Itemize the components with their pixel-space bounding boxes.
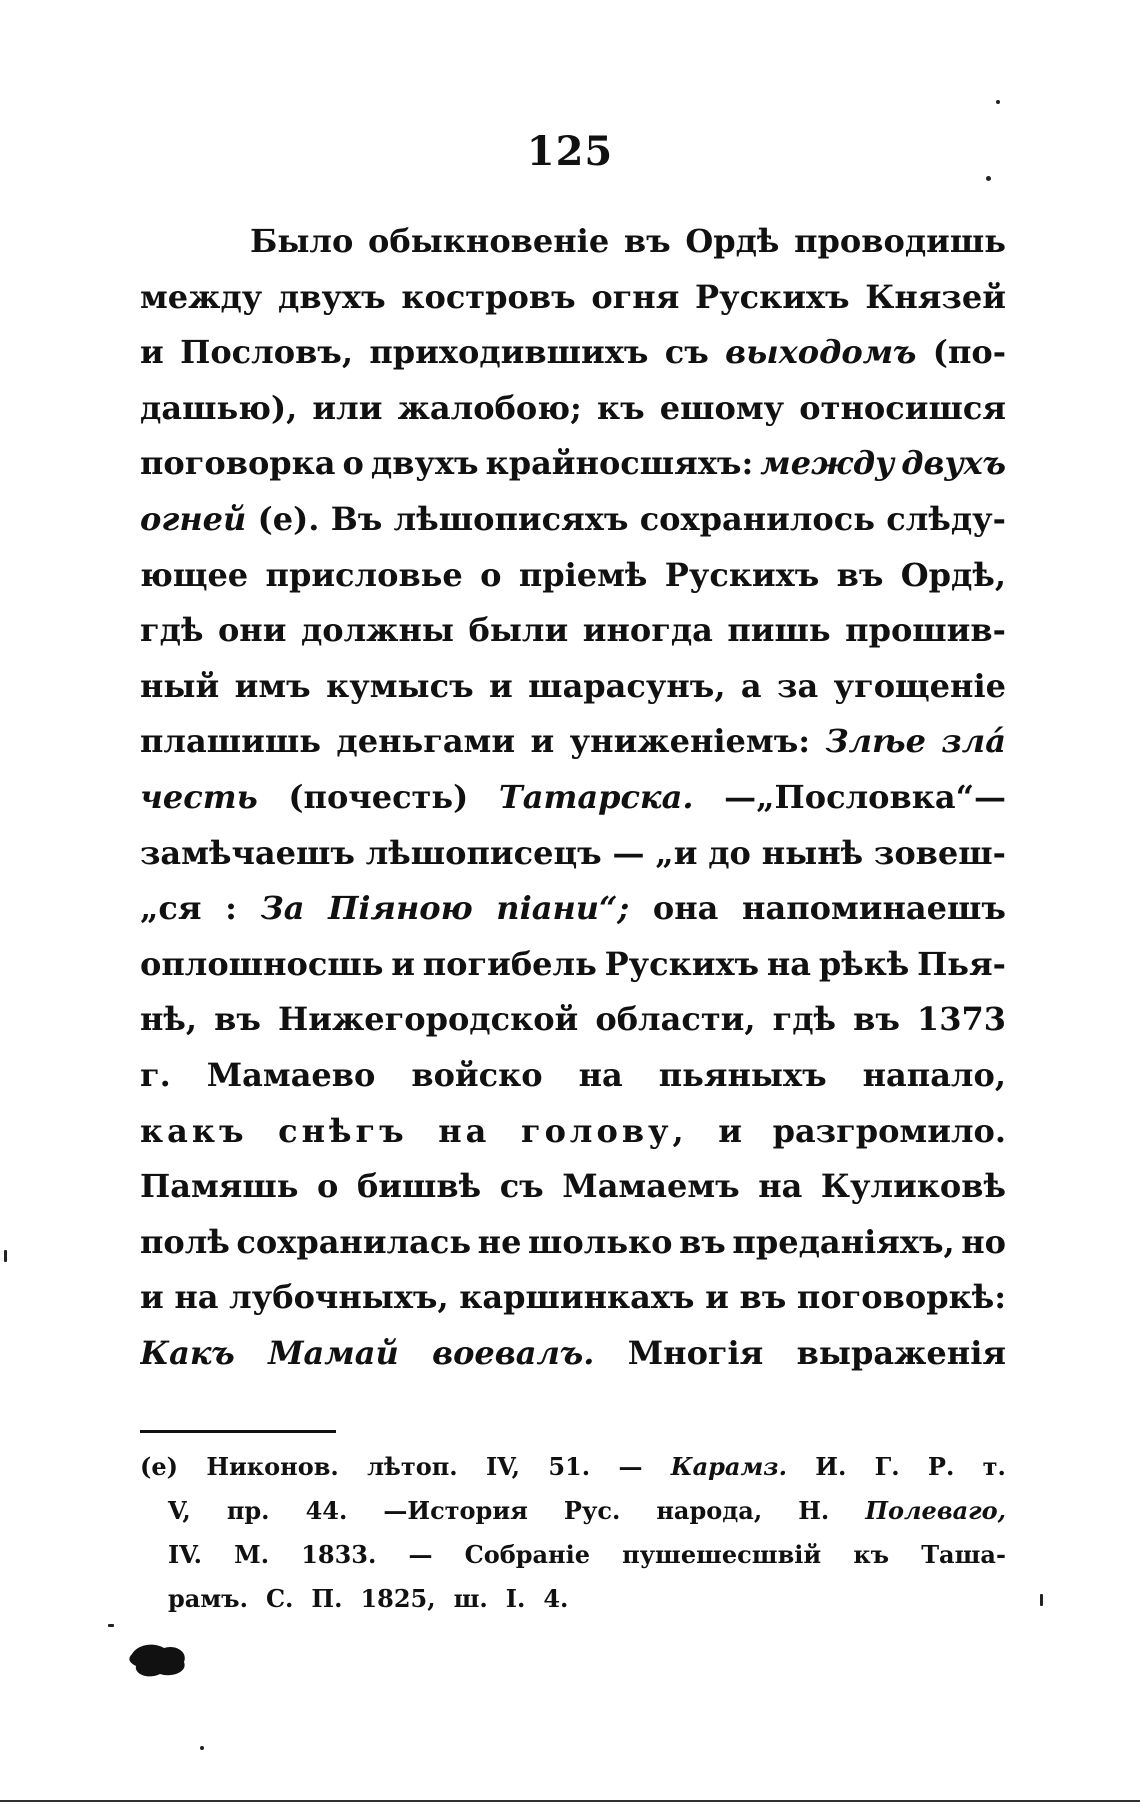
page-number: 125 — [526, 128, 614, 175]
word: она — [652, 889, 719, 928]
word: Таша- — [921, 1540, 1006, 1569]
word: голову, — [520, 1111, 688, 1150]
word: ш. — [453, 1584, 488, 1613]
word: плашишь — [140, 722, 321, 761]
word: они — [217, 611, 287, 650]
word: (почесть) — [288, 777, 469, 816]
word: — — [408, 1540, 433, 1569]
word: сохранилось — [639, 499, 875, 538]
word: деньгами — [336, 722, 516, 761]
word: поговорка — [140, 444, 336, 483]
word: за — [777, 666, 819, 705]
word: IV. — [168, 1540, 203, 1569]
word: къ — [853, 1540, 890, 1569]
word: на — [438, 1111, 491, 1150]
word: Рускихъ — [695, 277, 850, 316]
word: должны — [300, 611, 454, 650]
text-line — [140, 778, 1006, 834]
word: Нижегородской — [277, 1000, 579, 1039]
word: П. — [311, 1584, 343, 1613]
word: ешому — [659, 388, 785, 427]
text-line — [140, 889, 1006, 945]
italic-word: піани“; — [496, 889, 630, 928]
text-line — [140, 1334, 1006, 1390]
word: 4. — [543, 1584, 569, 1613]
word: прошив- — [845, 611, 1006, 650]
word: въ — [679, 1222, 726, 1261]
italic-word: Карамз. — [670, 1452, 787, 1481]
footnote-line — [140, 1584, 1006, 1628]
word: лѣшописяхъ — [393, 499, 629, 538]
word: полѣ — [140, 1222, 230, 1261]
word: или — [312, 388, 383, 427]
body-text — [140, 222, 1006, 1389]
footnote-line — [140, 1540, 1006, 1584]
word: —„Пословка“— — [724, 777, 1006, 816]
footnote-ref: (е). — [257, 499, 320, 538]
word: Памяшь — [140, 1167, 299, 1206]
word: не — [477, 1222, 522, 1261]
word: ющее — [140, 555, 249, 594]
text-line — [140, 1223, 1006, 1279]
italic-word: Піяною — [328, 889, 473, 928]
word: между — [140, 277, 263, 316]
word: Рус. — [563, 1496, 621, 1525]
word: въ — [214, 1000, 261, 1039]
word: области, — [595, 1000, 756, 1039]
word: IV, — [486, 1452, 521, 1481]
word: I. — [505, 1584, 526, 1613]
word: Рускихъ — [604, 944, 760, 983]
word: напало, — [862, 1055, 1006, 1094]
word: оплошносшь — [140, 944, 384, 983]
word: Г. — [874, 1452, 900, 1481]
word: Р. — [927, 1452, 955, 1481]
word: Собраніе — [464, 1540, 590, 1569]
word: съ — [664, 333, 709, 372]
italic-word: Злѣе — [825, 722, 926, 761]
word: М. — [234, 1540, 270, 1569]
word: : — [225, 889, 237, 928]
word: и — [140, 333, 164, 372]
word: каршинкахъ — [459, 1278, 695, 1317]
word: и — [705, 1278, 729, 1317]
word: нѣ, — [140, 1000, 198, 1039]
word: Куликовѣ — [820, 1167, 1006, 1206]
word: (по- — [932, 333, 1006, 372]
footnote-line — [140, 1452, 1006, 1496]
word: Мамаево — [206, 1055, 376, 1094]
word: 1825, — [360, 1584, 436, 1613]
word: обыкновеніе — [368, 222, 610, 260]
italic-word: За — [260, 889, 305, 928]
word: Ордѣ, — [900, 555, 1006, 594]
word: лѣтоп. — [367, 1452, 458, 1481]
word: на — [766, 944, 812, 983]
text-line — [140, 1278, 1006, 1334]
word: ный — [140, 666, 220, 705]
word: С. — [265, 1584, 294, 1613]
text-line — [140, 1167, 1006, 1223]
word: иногда — [582, 611, 713, 650]
footnotes — [140, 1452, 1006, 1628]
text-line — [140, 945, 1006, 1001]
word: народа, — [656, 1496, 763, 1525]
word: —История — [383, 1496, 528, 1525]
page-bottom-edge — [0, 1800, 1140, 1802]
word: на — [174, 1278, 219, 1317]
word: пишь — [727, 611, 831, 650]
italic-word: злá — [941, 722, 1006, 761]
word: крайносшяхъ: — [485, 444, 754, 483]
word: 51. — [548, 1452, 591, 1481]
word: относишся — [799, 388, 1006, 427]
word: Никонов. — [206, 1452, 339, 1481]
word: о — [317, 1167, 339, 1206]
paper-speck — [108, 1624, 114, 1627]
word: и — [391, 944, 415, 983]
word: 1373 — [916, 1000, 1006, 1039]
word: пр. — [226, 1496, 270, 1525]
word: въ — [853, 1000, 900, 1039]
word: преданіяхъ, — [732, 1222, 955, 1261]
word: Многія — [627, 1333, 764, 1372]
word: угощеніе — [833, 666, 1006, 705]
paper-speck — [200, 1746, 204, 1750]
word: дашью), — [140, 388, 298, 427]
word: пушешесшвій — [622, 1540, 822, 1569]
word: — — [612, 833, 645, 872]
word: нынѣ — [761, 833, 864, 872]
word: кумысъ — [326, 666, 474, 705]
word: г. — [140, 1055, 171, 1094]
word: а — [740, 666, 762, 705]
word: какъ — [140, 1111, 248, 1150]
word: къ — [596, 388, 645, 427]
word: шарасунъ, — [528, 666, 726, 705]
word: огня — [591, 277, 680, 316]
italic-word: Татарска. — [498, 777, 694, 816]
word: униженіемъ: — [569, 722, 811, 761]
word: рѣкѣ — [818, 944, 910, 983]
word: въ — [623, 222, 671, 260]
word: проводишь — [794, 222, 1006, 260]
word: и — [140, 1278, 164, 1317]
italic-word: честь — [140, 777, 258, 816]
word: разгромило. — [772, 1111, 1006, 1150]
italic-word: воевалъ. — [432, 1333, 595, 1372]
word: и — [530, 722, 555, 761]
word: и — [718, 1111, 742, 1150]
word: въ — [739, 1278, 787, 1317]
italic-word: выходомъ — [725, 333, 917, 372]
word: рамъ. — [168, 1584, 248, 1613]
word: въ — [836, 555, 884, 594]
word: съ — [499, 1167, 544, 1206]
word: Мамаемъ — [562, 1167, 740, 1206]
italic-word: Мамай — [268, 1333, 399, 1372]
text-line — [140, 333, 1006, 389]
word: костровъ — [401, 277, 576, 316]
word: И. — [815, 1452, 847, 1481]
word: пріемѣ — [518, 555, 648, 594]
footnote-marker: (е) — [140, 1452, 178, 1481]
text-line — [140, 500, 1006, 556]
word: двухъ — [370, 444, 479, 483]
word: двухъ — [277, 277, 386, 316]
word: приходившихъ — [369, 333, 649, 372]
word: лѣшописецъ — [365, 833, 602, 872]
word: имъ — [234, 666, 311, 705]
word: поговоркѣ: — [796, 1278, 1006, 1317]
word: жалобою; — [397, 388, 582, 427]
paper-speck — [1040, 1594, 1043, 1606]
word: гдѣ — [140, 611, 204, 650]
word: слѣду- — [886, 499, 1006, 538]
footnote-divider — [140, 1430, 336, 1433]
word: пьяныхъ — [658, 1055, 827, 1094]
text-line — [140, 1112, 1006, 1168]
ink-blot — [128, 1640, 190, 1680]
word: были — [468, 611, 569, 650]
word: Н. — [798, 1496, 830, 1525]
word: и — [489, 666, 513, 705]
word: Рускихъ — [664, 555, 820, 594]
word: т. — [982, 1452, 1006, 1481]
word: гдѣ — [772, 1000, 837, 1039]
word: бишвѣ — [356, 1167, 482, 1206]
word: замѣчаешъ — [140, 833, 355, 872]
word: напоминаешъ — [742, 889, 1006, 928]
italic-word: огней — [140, 499, 247, 538]
paper-speck — [4, 1250, 7, 1262]
text-line — [140, 222, 1006, 278]
word: но — [961, 1222, 1006, 1261]
word: Было — [250, 222, 354, 260]
word: снѣгъ — [278, 1111, 408, 1150]
text-line — [140, 1056, 1006, 1112]
text-line — [140, 1000, 1006, 1056]
word: Пья- — [917, 944, 1006, 983]
word: на — [758, 1167, 803, 1206]
word: Пословъ, — [180, 333, 353, 372]
italic-word: двухъ — [901, 444, 1006, 483]
word: Ордѣ — [685, 222, 780, 260]
word: зовеш- — [873, 833, 1006, 872]
text-line — [140, 834, 1006, 890]
word: погибель — [422, 944, 597, 983]
word: „и — [655, 833, 698, 872]
word: на — [578, 1055, 623, 1094]
word: войско — [411, 1055, 543, 1094]
text-line — [140, 611, 1006, 667]
text-line — [140, 278, 1006, 334]
italic-word: между — [760, 444, 895, 483]
text-line — [140, 722, 1006, 778]
word: — — [618, 1452, 643, 1481]
italic-word: Какъ — [140, 1333, 235, 1372]
text-line — [140, 667, 1006, 723]
text-line — [140, 556, 1006, 612]
word: до — [708, 833, 751, 872]
word: лубочныхъ, — [229, 1278, 449, 1317]
paper-speck — [986, 176, 991, 181]
word: 1833. — [301, 1540, 377, 1569]
word: о — [342, 444, 364, 483]
word: присловье — [265, 555, 463, 594]
word: V, — [168, 1496, 191, 1525]
word: 44. — [305, 1496, 348, 1525]
word: „ся — [140, 889, 202, 928]
word: Князей — [865, 277, 1006, 316]
text-line — [140, 444, 1006, 500]
word: сохранилась — [236, 1222, 472, 1261]
word: шолько — [528, 1222, 673, 1261]
footnote-line — [140, 1496, 1006, 1540]
word: выраженія — [796, 1333, 1006, 1372]
word: Въ — [330, 499, 383, 538]
word: о — [480, 555, 502, 594]
paper-speck — [996, 100, 1000, 104]
text-line — [140, 389, 1006, 445]
italic-word: Полеваго, — [865, 1496, 1006, 1525]
